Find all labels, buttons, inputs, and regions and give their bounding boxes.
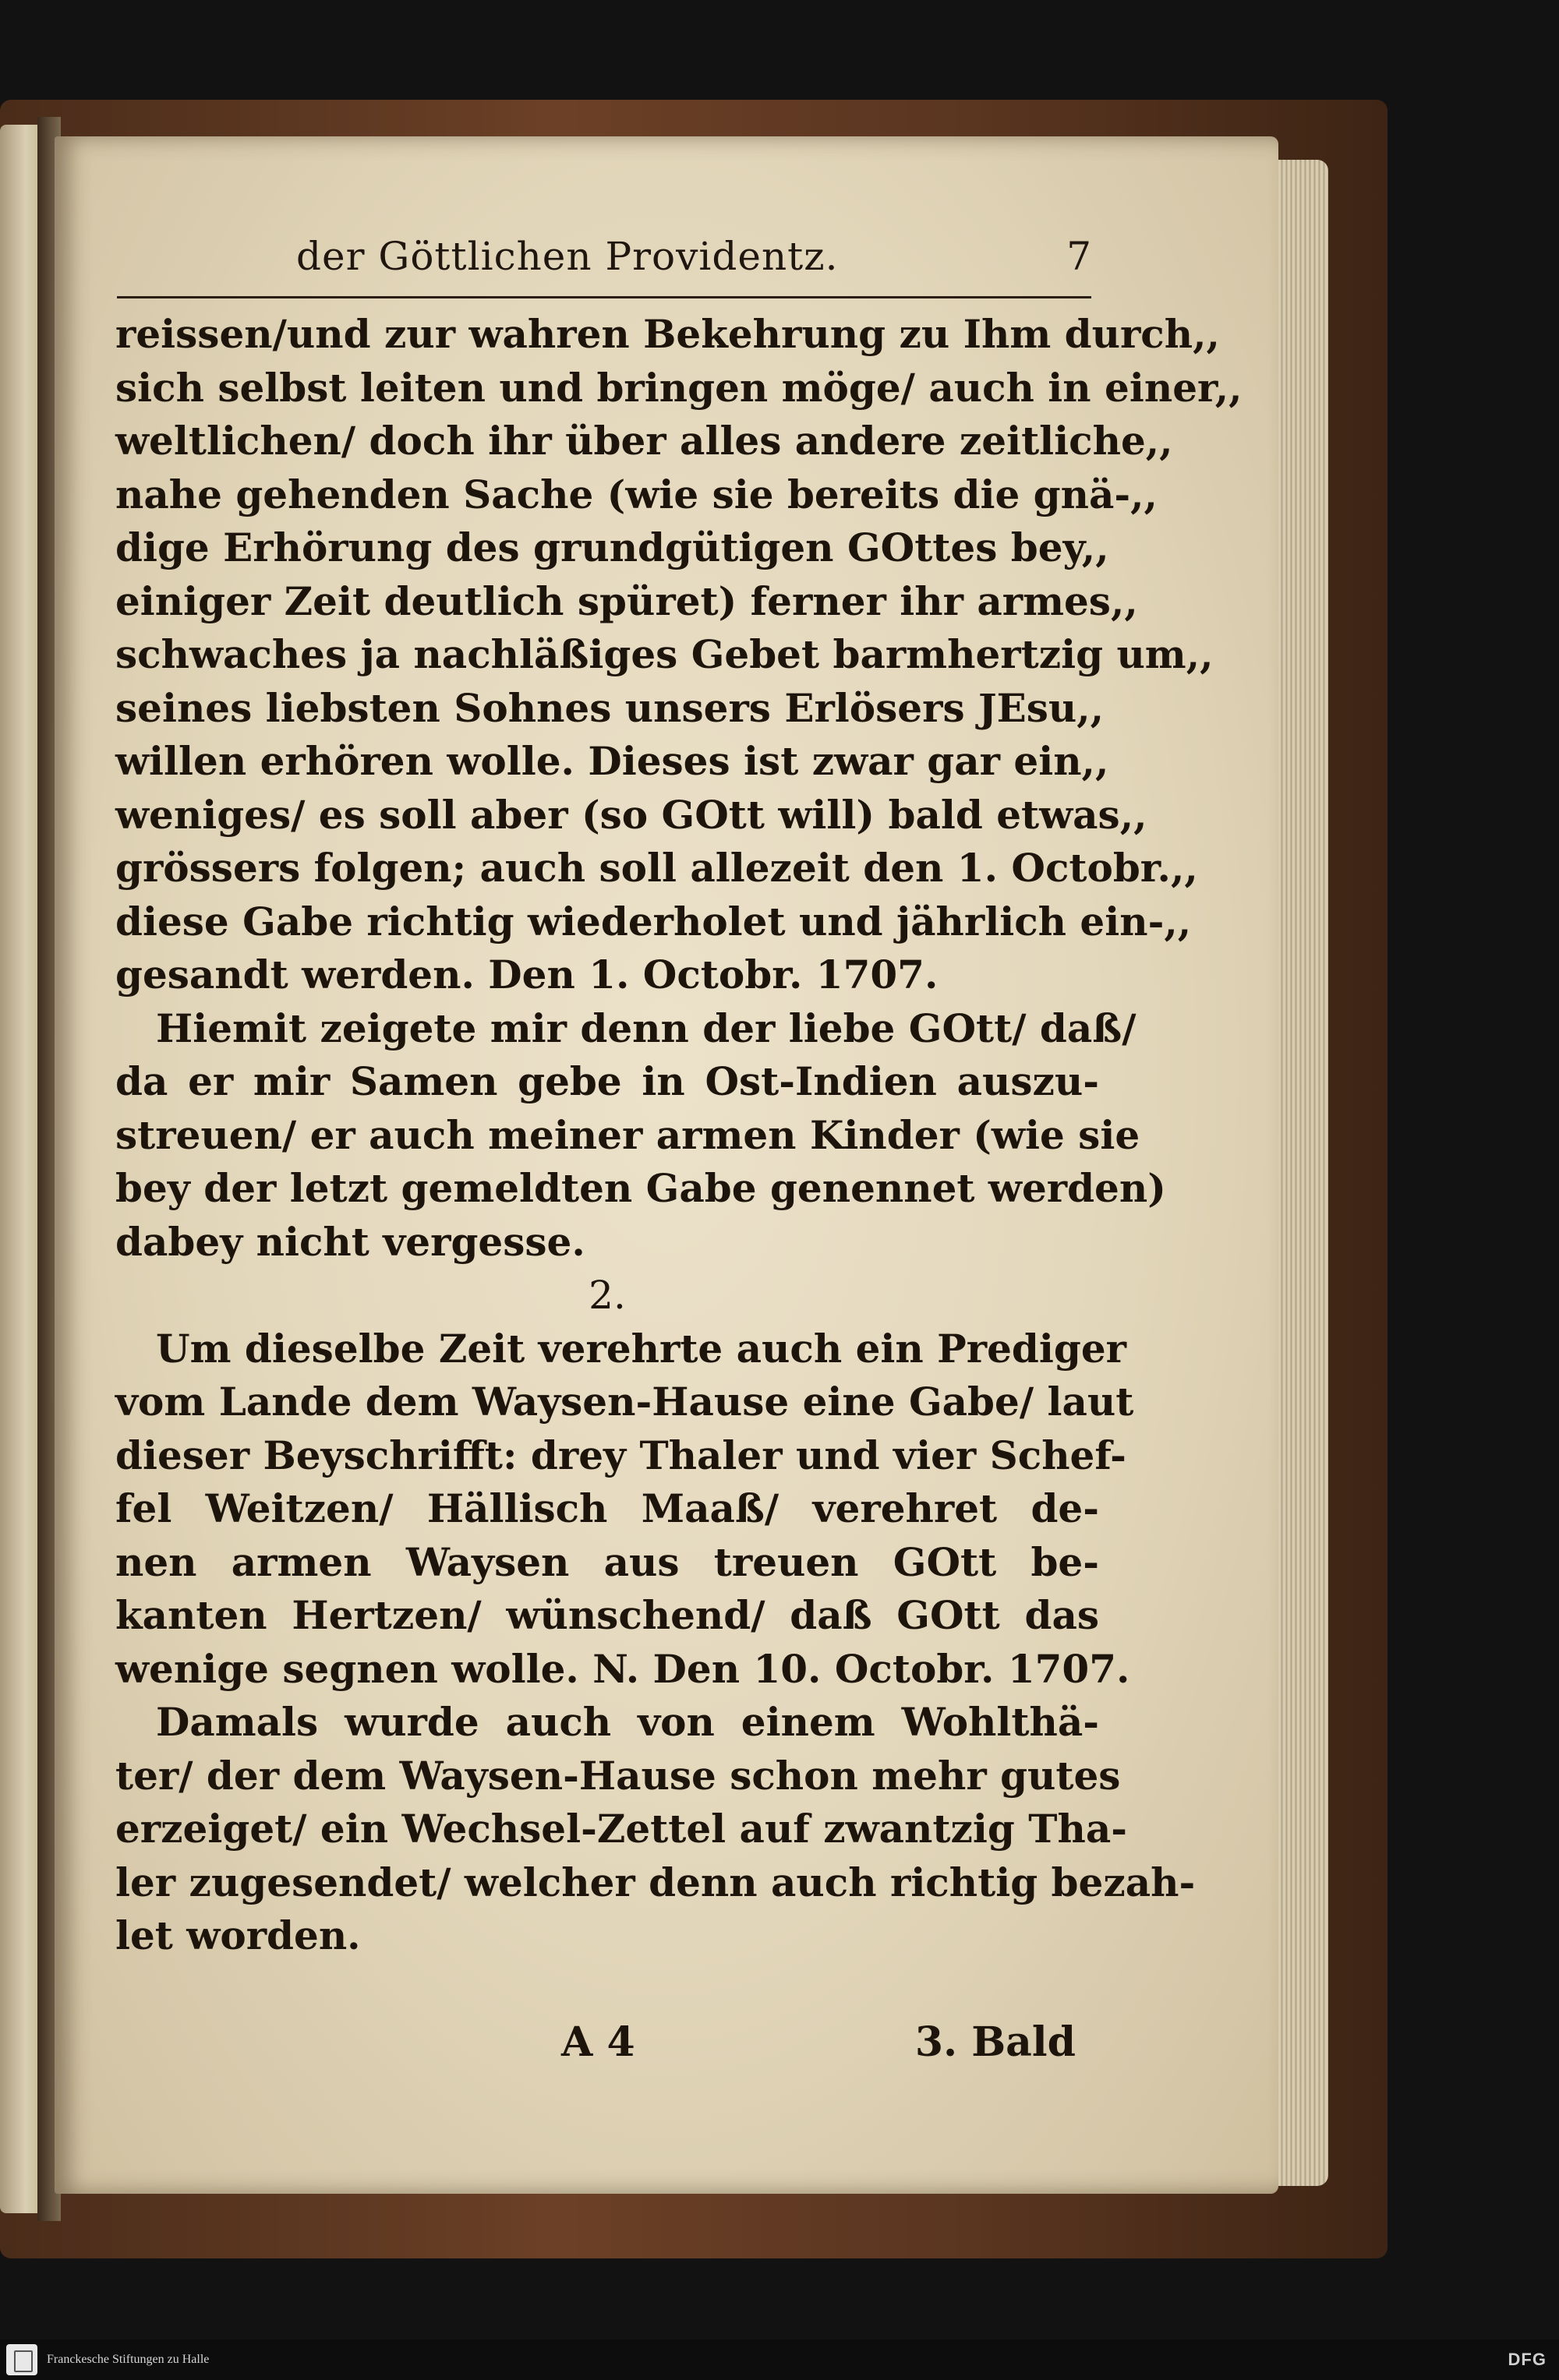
library-name: Franckesche Stiftungen zu Halle xyxy=(47,2353,210,2366)
text-line: ter/ der dem Waysen-Hause schon mehr gutes xyxy=(115,1752,1121,1799)
section-number: 2. xyxy=(589,1273,626,1318)
text-line: fel Weitzen/ Hällisch Maaß/ verehret de- xyxy=(115,1485,1099,1531)
text-line: schwaches ja nachläßiges Gebet barmhertzig um,, xyxy=(115,631,1214,677)
dfg-logo: DFG xyxy=(1508,2350,1547,2369)
text-line: sich selbst leiten und bringen möge/ auch in einer,, xyxy=(115,364,1243,411)
text-line: vom Lande dem Waysen-Hause eine Gabe/ laut xyxy=(115,1379,1134,1425)
text-line: nahe gehenden Sache (wie sie bereits die gnä-,, xyxy=(115,471,1158,517)
viewer-footer-bar xyxy=(0,2339,1559,2380)
text-line: dieser Beyschrifft: drey Thaler und vier Schef- xyxy=(115,1432,1126,1478)
text-line: Hiemit zeigete mir denn der liebe GOtt/ daß/ xyxy=(156,1005,1137,1051)
text-line: diese Gabe richtig wiederholet und jährlich ein-,, xyxy=(115,898,1192,945)
text-line: kanten Hertzen/ wünschend/ daß GOtt das xyxy=(115,1592,1099,1638)
text-line: einiger Zeit deutlich spüret) ferner ihr armes,, xyxy=(115,577,1138,624)
text-line: dige Erhörung des grundgütigen GOttes bey,, xyxy=(115,524,1109,570)
text-line: wenige segnen wolle. N. Den 10. Octobr. 1707. xyxy=(115,1645,1130,1692)
head-rule xyxy=(117,296,1091,298)
text-line: erzeiget/ ein Wechsel-Zettel auf zwantzig Tha- xyxy=(115,1806,1127,1852)
text-line: willen erhören wolle. Dieses ist zwar gar ein,, xyxy=(115,738,1109,784)
text-line: seines liebsten Sohnes unsers Erlösers JEsu,, xyxy=(115,684,1105,731)
text-line: gesandt werden. Den 1. Octobr. 1707. xyxy=(115,952,939,998)
page-number: 7 xyxy=(1066,234,1091,279)
text-line: nen armen Waysen aus treuen GOtt be- xyxy=(115,1538,1099,1585)
page-edges xyxy=(1278,160,1328,2186)
text-line: Damals wurde auch von einem Wohlthä- xyxy=(156,1699,1099,1745)
text-line: let worden. xyxy=(115,1912,361,1958)
text-line: grössers folgen; auch soll allezeit den 1. Octobr.,, xyxy=(115,845,1198,891)
text-line: bey der letzt gemeldten Gabe genennet werden) xyxy=(115,1165,1166,1211)
page-footer xyxy=(561,2018,1076,2066)
running-head xyxy=(117,234,1091,279)
running-title: der Göttlichen Providentz. xyxy=(296,234,839,279)
text-line: reissen/und zur wahren Bekehrung zu Ihm durch,, xyxy=(115,311,1220,357)
text-line: streuen/ er auch meiner armen Kinder (wie sie xyxy=(115,1111,1140,1158)
text-line: da er mir Samen gebe in Ost-Indien auszu- xyxy=(115,1058,1099,1104)
signature-mark: A 4 xyxy=(561,2018,635,2066)
text-line: ler zugesendet/ welcher denn auch richtig bezah- xyxy=(115,1859,1196,1905)
text-line: weltlichen/ doch ihr über alles andere zeitliche,, xyxy=(115,418,1173,464)
text-line: Um dieselbe Zeit verehrte auch ein Prediger xyxy=(156,1325,1126,1372)
library-logo-icon xyxy=(6,2344,37,2375)
text-line: dabey nicht vergesse. xyxy=(115,1218,585,1265)
text-line: weniges/ es soll aber (so GOtt will) bald etwas,, xyxy=(115,791,1147,838)
body-text xyxy=(115,308,1243,1963)
left-page-edge xyxy=(0,125,43,2213)
catchword: 3. Bald xyxy=(914,2018,1076,2066)
